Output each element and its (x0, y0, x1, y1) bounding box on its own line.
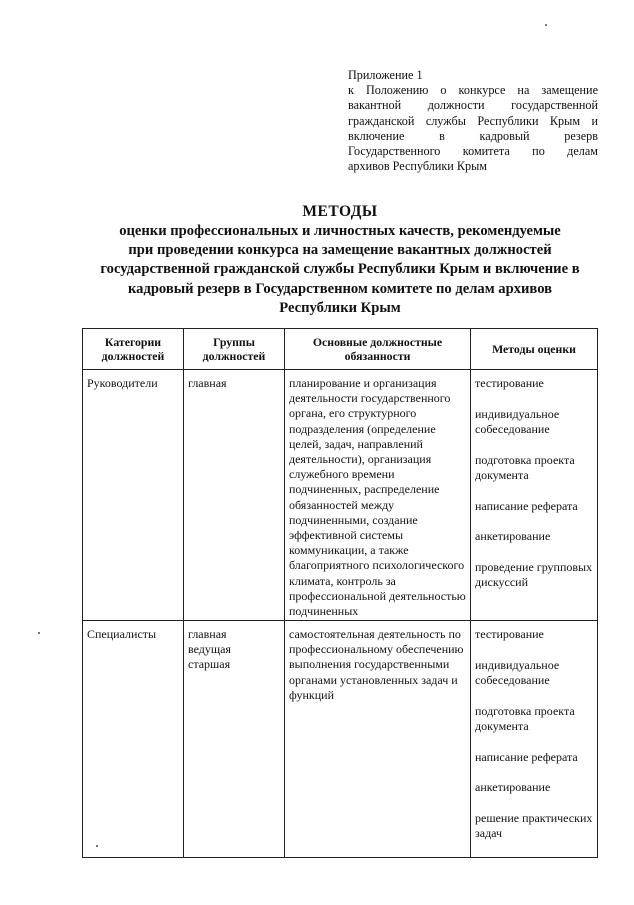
table-row (83, 621, 598, 858)
header-group (184, 329, 285, 370)
method-item: подготовка проекта документа (475, 703, 575, 733)
header-methods (471, 329, 598, 370)
method-item: индивидуальное собеседование (475, 657, 560, 687)
cell-category: Руководители (83, 370, 184, 621)
method-item: написание реферата (475, 498, 578, 513)
method-item: тестирование (475, 627, 544, 641)
table-header-row (83, 329, 598, 370)
header-duties (285, 329, 471, 370)
appendix-line: к Положению о конкурсе на замещение (348, 83, 598, 98)
scan-speck (96, 845, 98, 847)
table-row (83, 370, 598, 621)
method-item: тестирование (475, 376, 544, 390)
cell-groups (184, 370, 285, 621)
header-text: Методы оценки (492, 341, 576, 356)
header-text: должностей (202, 349, 266, 363)
method-item: индивидуальное собеседование (475, 406, 560, 436)
header-text: обязанности (344, 349, 411, 363)
group-item: старшая (188, 657, 231, 672)
methods-table (82, 328, 598, 858)
title-line: оценки профессиональных и личностных качеств, рекомендуемые (119, 223, 561, 239)
appendix-line: Приложение 1 (348, 68, 423, 82)
appendix-note (348, 68, 598, 174)
appendix-line: архивов Республики Крым (348, 159, 487, 174)
method-item: анкетирование (475, 529, 551, 544)
header-text: Группы (213, 334, 255, 349)
cell-methods (471, 370, 598, 621)
method-item: решение практических задач (475, 810, 593, 841)
title-line: Республики Крым (279, 299, 401, 316)
appendix-line: гражданской службы Республики Крым и (348, 113, 598, 128)
title-main: МЕТОДЫ (302, 203, 378, 220)
method-item: анкетирование (475, 780, 551, 795)
appendix-line: вакантной должности государственной (348, 98, 598, 113)
header-text: Основные должностные (312, 334, 443, 349)
scan-speck (545, 24, 547, 26)
title-line: кадровый резерв в Государственном комитете по делам архивов (127, 280, 553, 297)
group-item: главная (188, 376, 227, 390)
cell-groups (184, 621, 285, 858)
header-category (83, 329, 184, 370)
title-line: при проведении конкурса на замещение вакантных должностей (128, 242, 552, 259)
group-item: главная (188, 627, 227, 641)
document-title (40, 202, 634, 318)
cell-duties: планирование и организация деятельности государственного органа, его структурного подразделения (определение целей, задач, направлений деятельности), организация служебного времени подчиненных, распределение обязанностей между подчиненными, создание эффективной системы коммуникации, а также благоприятного психологического климата, контроль за профессиональной деятельностью подчиненных (285, 370, 471, 621)
scan-speck (38, 632, 40, 634)
appendix-line: Государственного комитета по делам (348, 144, 598, 159)
method-item: подготовка проекта документа (475, 452, 575, 482)
title-line: государственной гражданской службы Республики Крым и включение в (100, 261, 580, 278)
cell-duties: самостоятельная деятельность по профессиональному обеспечению выполнения государственными органами установленных задач и функций (285, 621, 471, 858)
method-item: написание реферата (475, 749, 578, 764)
group-item: ведущая (188, 642, 231, 657)
appendix-line: включение в кадровый резерв (348, 128, 598, 143)
cell-category: Специалисты (83, 621, 184, 858)
cell-methods (471, 621, 598, 858)
header-text: Категории (104, 334, 162, 349)
header-text: должностей (101, 349, 165, 363)
method-item: проведение групповых дискуссий (475, 559, 593, 590)
